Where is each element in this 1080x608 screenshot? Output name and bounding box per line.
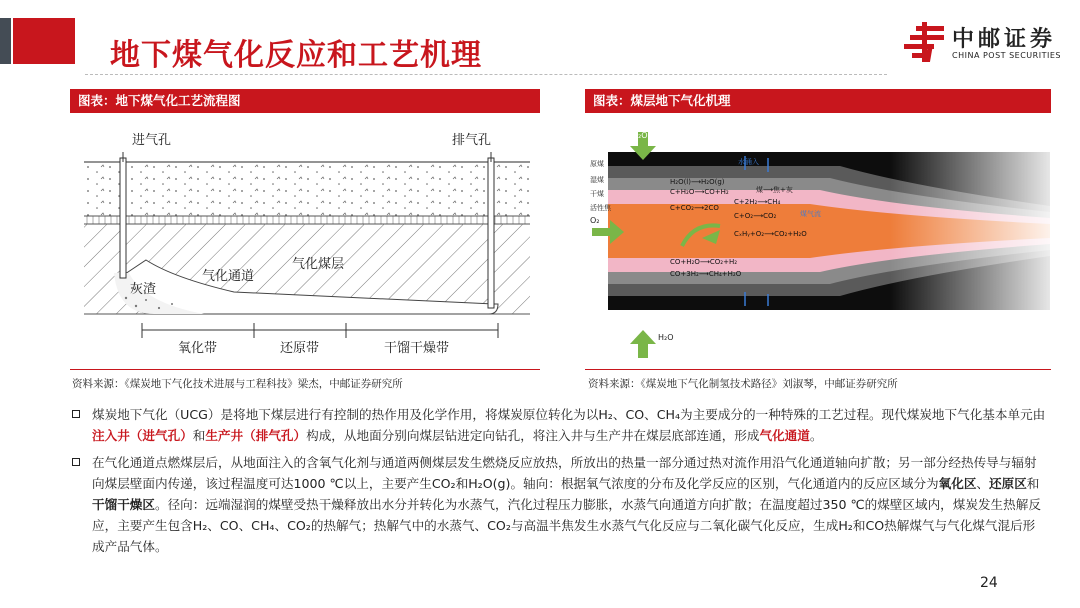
- label-wet-coal: 湿煤: [590, 176, 604, 184]
- term-drying-zone: 干馏干燥区: [92, 497, 155, 512]
- bullet-2-text: 、: [976, 476, 990, 491]
- term-gasification-channel: 气化通道: [759, 428, 810, 443]
- china-post-logo-icon: [902, 22, 946, 64]
- bullet-2-text: 。径向：远端湿润的煤壁受热干燥释放出水分并转化为水蒸气，汽化过程压力膨胀，水蒸气向通道方向扩散；在温度超过350 ℃的煤壁区域内，煤炭发生热解反应，主要产生包含H₂、CO、CH₄、CO₂的热解气；热解气中的水蒸气、CO₂与高温半焦发生水蒸气气化反应与二氧化碳气化反应，生成H₂和CO热解煤气与气化煤气混后形成产品气体。: [92, 497, 1041, 554]
- reaction-9: 煤⟶焦+灰: [756, 186, 793, 194]
- figure-left-title: 图表：地下煤气化工艺流程图: [70, 89, 540, 113]
- bullet-square-icon: [72, 458, 80, 466]
- reaction-8: CO+3H₂⟶CH₄+H₂O: [670, 270, 742, 278]
- label-seam: 气化煤层: [292, 257, 345, 272]
- label-outlet: 排气孔: [452, 133, 492, 148]
- title-divider: [85, 74, 887, 75]
- label-reduction-zone: 还原带: [280, 341, 320, 356]
- label-o2: O₂: [590, 216, 600, 225]
- ucg-process-diagram: [84, 128, 530, 358]
- bullet-square-icon: [72, 410, 80, 418]
- label-h2o-bottom: H₂O: [658, 333, 674, 342]
- bullet-1-text: 构成，从地面分别向煤层钻进定向钻孔，将注入井与生产井在煤层底部连通，形成: [306, 428, 760, 443]
- label-water-in: 水涌入: [738, 158, 759, 166]
- bullet-2-text: 和: [1026, 476, 1040, 491]
- reaction-4: C+2H₂⟶CH₄: [734, 198, 781, 206]
- term-reduction-zone: 还原区: [989, 476, 1027, 491]
- logo-chinese-text: 中邮证券: [952, 27, 1057, 52]
- page-number: 24: [980, 575, 998, 591]
- ucg-mechanism-diagram: [590, 126, 1050, 366]
- reaction-3: C+CO₂⟶2CO: [670, 204, 719, 212]
- term-production-well: 生产井（排气孔）: [205, 428, 307, 443]
- label-coal-gas: 煤气流: [800, 210, 821, 218]
- bullet-1-text: 煤炭地下气化（UCG）是将地下煤层进行有控制的热作用及化学作用，将煤炭原位转化为以H₂、CO、CH₄为主要成分的一种特殊的工艺过程。现代煤炭地下气化基本单元由: [92, 407, 1046, 422]
- header-accent-grey: [0, 18, 11, 64]
- label-channel: 气化通道: [202, 269, 255, 284]
- label-oxidation-zone: 氧化带: [178, 341, 218, 356]
- figure-right-divider: [585, 369, 1051, 370]
- logo-english-text: CHINA POST SECURITIES: [952, 51, 1061, 60]
- reaction-6: CₓHᵧ+O₂⟶CO₂+H₂O: [734, 230, 807, 238]
- body-bullets: [72, 404, 1047, 563]
- label-drying-zone: 干馏干燥带: [384, 341, 450, 356]
- label-raw-coal: 原煤: [590, 160, 604, 168]
- figure-right-title: 图表：煤层地下气化机理: [585, 89, 1051, 113]
- bullet-2: [72, 452, 1047, 557]
- page-title: 地下煤气化反应和工艺机理: [110, 38, 482, 73]
- term-injection-well: 注入井（进气孔）: [92, 428, 193, 443]
- bullet-2-text: 在气化通道点燃煤层后，从地面注入的含氧气化剂与通道两侧煤层发生燃烧反应放热，所放出的热量一部分通过热对流作用沿气化通道轴向扩散；另一部分经热传导与辐射向煤层壁面内传递，该过程温度可达1000 ℃以上，主要产生CO₂和H₂O(g)。轴向：根据氧气浓度的分布及化学反应的区别，气化通道内的反应区域分为: [92, 455, 1037, 491]
- term-oxidation-zone: 氧化区: [938, 476, 977, 491]
- bullet-1: [72, 404, 1047, 446]
- reaction-2: C+H₂O⟶CO+H₂: [670, 188, 729, 196]
- figure-left-source: 资料来源：《煤炭地下气化技术进展与工程科技》梁杰，中邮证券研究所: [72, 378, 403, 390]
- reaction-5: C+O₂⟶CO₂: [734, 212, 777, 220]
- figure-right-source: 资料来源：《煤炭地下气化制氢技术路径》刘淑琴，中邮证券研究所: [588, 378, 898, 390]
- bullet-1-text: 。: [809, 428, 823, 443]
- header-accent-red: [13, 18, 75, 64]
- label-active-coke: 活性焦: [590, 204, 611, 212]
- bullet-1-text: 和: [192, 428, 206, 443]
- reaction-1: H₂O(l)⟶H₂O(g): [670, 178, 725, 186]
- figure-left-divider: [70, 369, 540, 370]
- reaction-7: CO+H₂O⟶CO₂+H₂: [670, 258, 738, 266]
- label-ash: 灰渣: [130, 282, 157, 297]
- label-inlet: 进气孔: [132, 133, 172, 148]
- label-dry-coal: 干煤: [590, 190, 604, 198]
- company-logo: [902, 22, 1062, 64]
- label-h2o-top: H₂O: [632, 131, 648, 140]
